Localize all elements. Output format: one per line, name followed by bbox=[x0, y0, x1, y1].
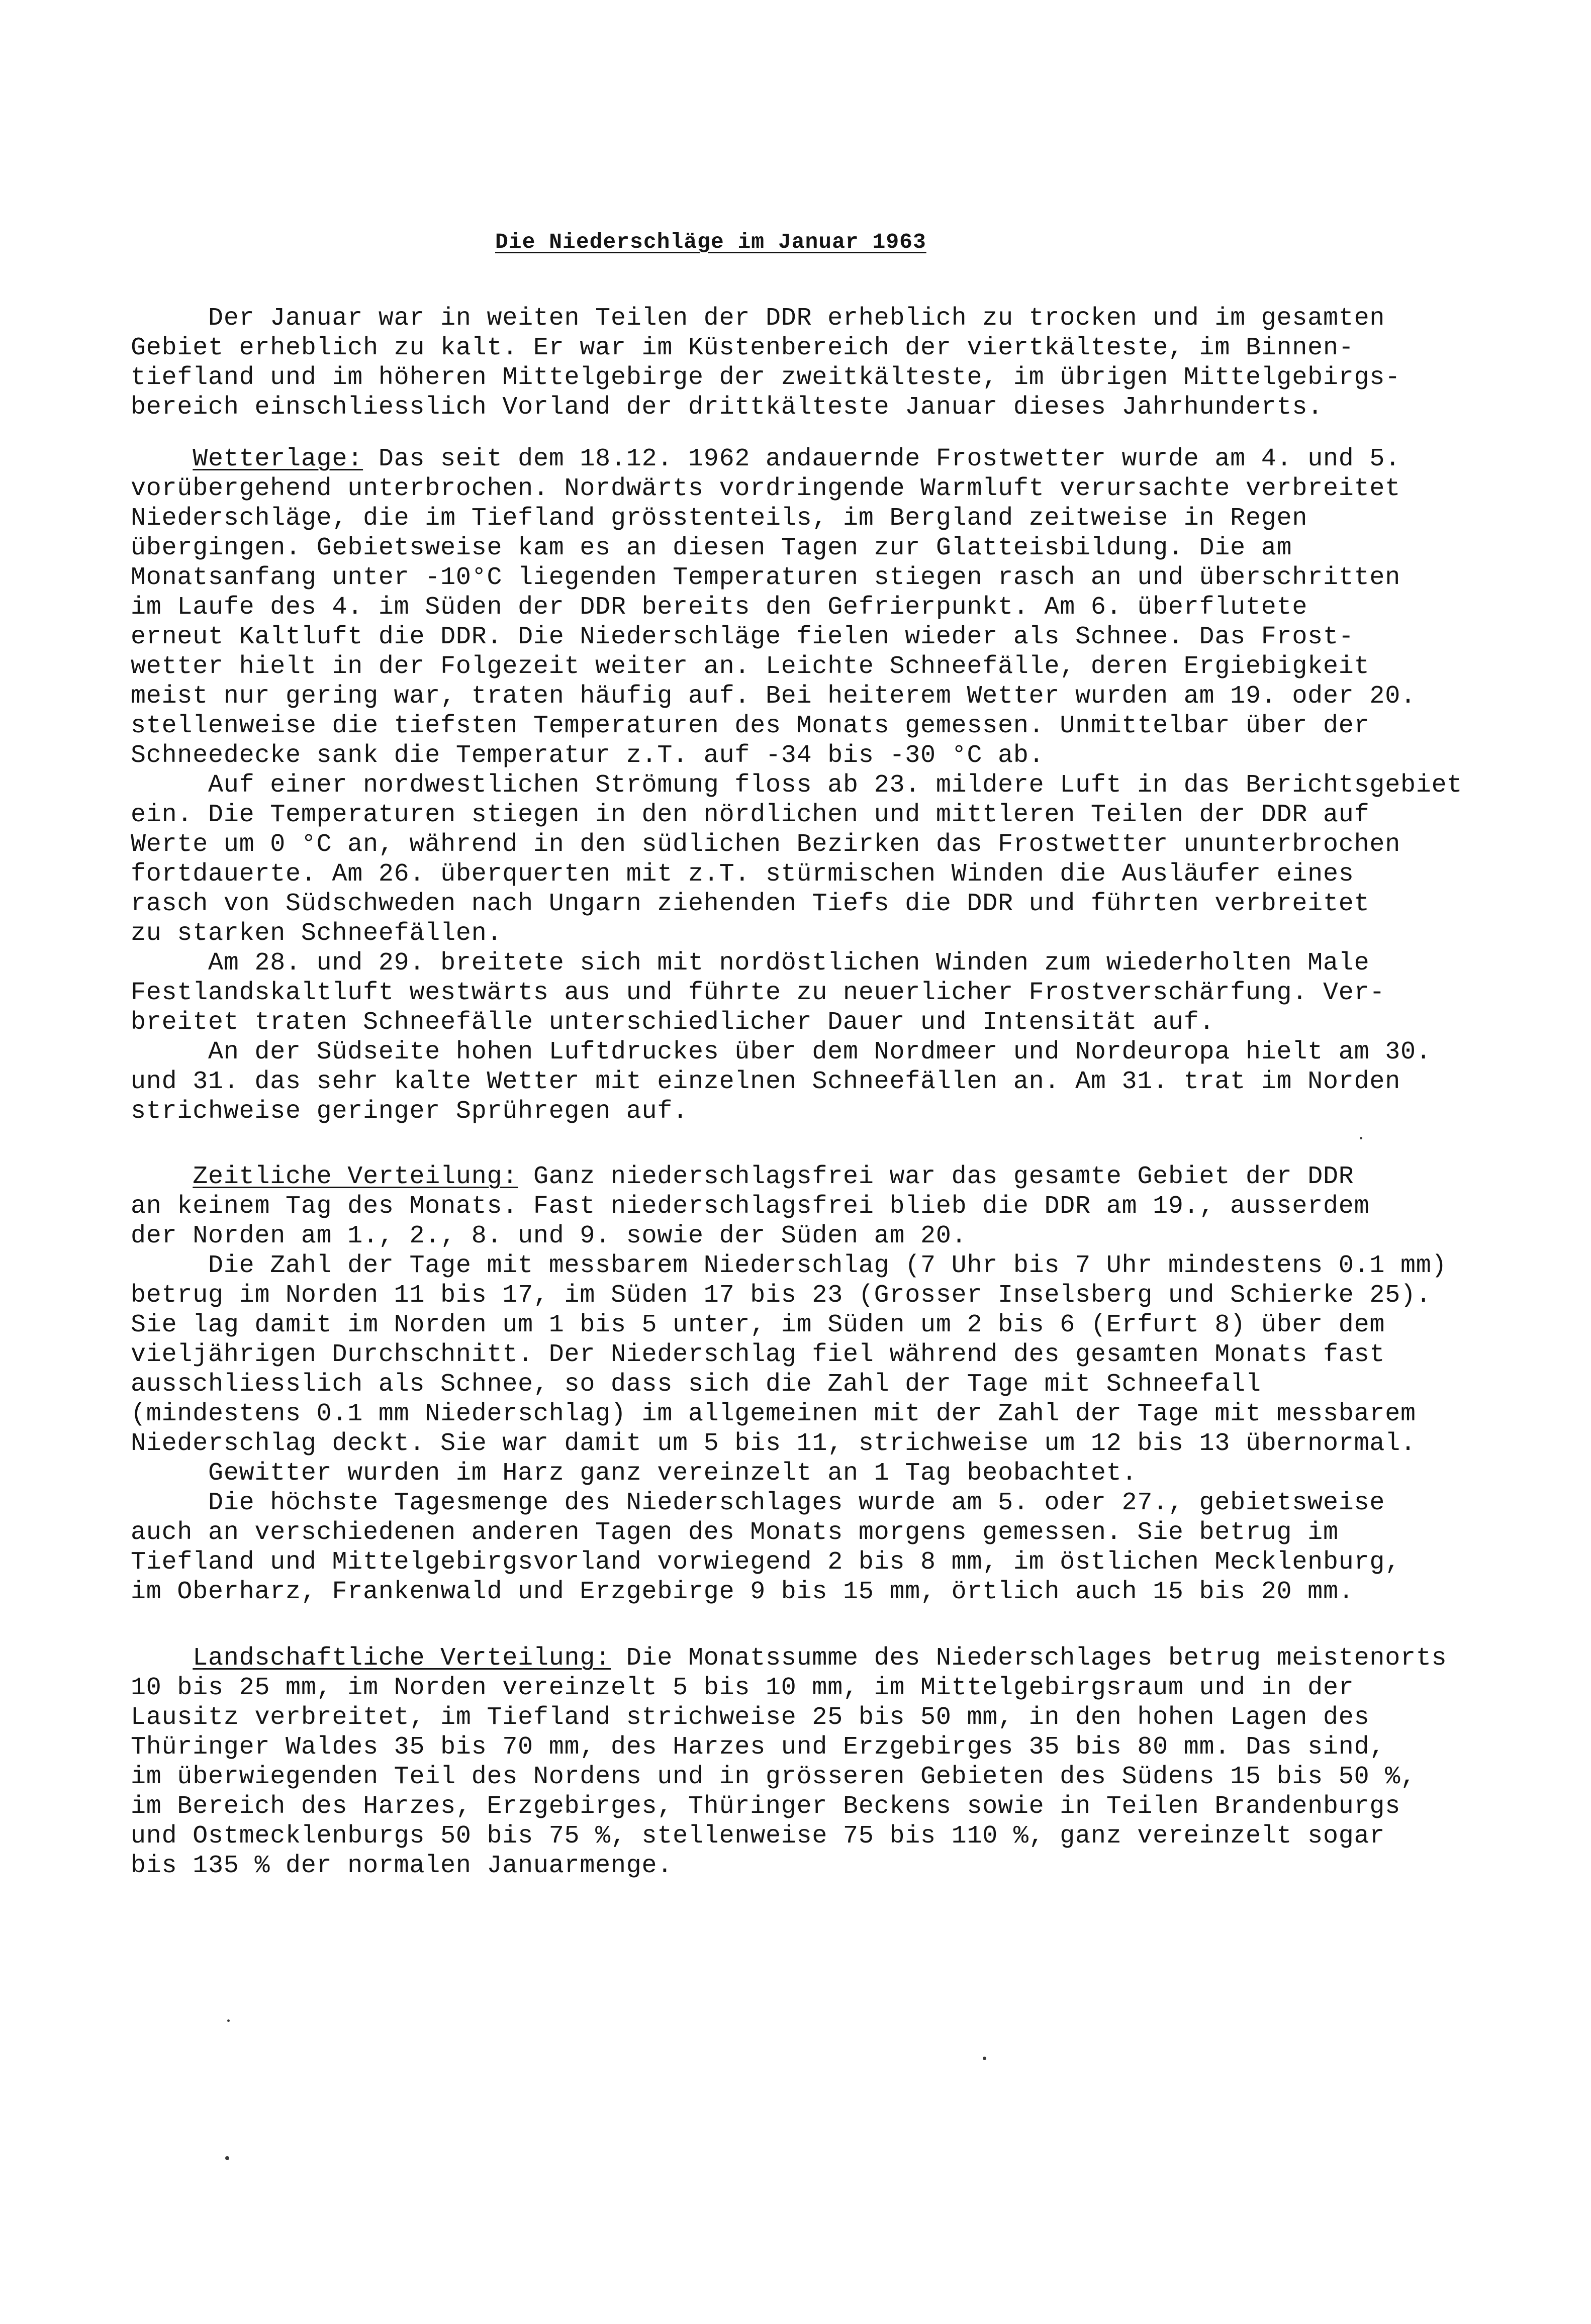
scan-speck bbox=[225, 2156, 229, 2160]
section-first-line-text: Die Monatssumme des Niederschlages betrug meistenorts bbox=[610, 1644, 1447, 1673]
text-line: Auf einer nordwestlichen Strömung floss ab 23. mildere Luft in das Berichtsgebiet bbox=[131, 771, 1463, 800]
text-line: Lausitz verbreitet, im Tiefland strichweise 25 bis 50 mm, in den hohen Lagen des bbox=[131, 1703, 1370, 1732]
text-line: stellenweise die tiefsten Temperaturen des Monats gemessen. Unmittelbar über der bbox=[131, 712, 1370, 740]
section-label: Landschaftliche Verteilung: bbox=[193, 1644, 611, 1673]
text-line: betrug im Norden 11 bis 17, im Süden 17 bis 23 (Grosser Inselsberg und Schierke 25). bbox=[131, 1281, 1432, 1310]
text-line: Schneedecke sank die Temperatur z.T. auf -34 bis -30 °C ab. bbox=[131, 741, 1045, 770]
section-first-line bbox=[131, 1643, 1508, 1673]
text-line: Werte um 0 °C an, während in den südlichen Bezirken das Frostwetter ununterbrochen bbox=[131, 830, 1400, 859]
text-line: ausschliesslich als Schnee, so dass sich die Zahl der Tage mit Schneefall bbox=[131, 1370, 1261, 1399]
text-line: im Laufe des 4. im Süden der DDR bereits den Gefrierpunkt. Am 6. überflutete bbox=[131, 593, 1308, 622]
intro-paragraph bbox=[131, 304, 1508, 422]
text-line: Gebiet erheblich zu kalt. Er war im Küstenbereich der viertkälteste, im Binnen- bbox=[131, 334, 1354, 362]
text-line: zu starken Schneefällen. bbox=[131, 919, 503, 948]
text-line: An der Südseite hohen Luftdruckes über dem Nordmeer und Nordeuropa hielt am 30. bbox=[131, 1038, 1432, 1067]
text-line: Gewitter wurden im Harz ganz vereinzelt an 1 Tag beobachtet. bbox=[131, 1459, 1138, 1488]
text-line: vieljährigen Durchschnitt. Der Niederschlag fiel während des gesamten Monats fast bbox=[131, 1340, 1385, 1369]
text-line: Die Zahl der Tage mit messbarem Niederschlag (7 Uhr bis 7 Uhr mindestens 0.1 mm) bbox=[131, 1251, 1447, 1280]
text-line: rasch von Südschweden nach Ungarn ziehenden Tiefs die DDR und führten verbreitet bbox=[131, 890, 1370, 918]
text-line: bereich einschliesslich Vorland der drittkälteste Januar dieses Jahrhunderts. bbox=[131, 393, 1323, 422]
text-line: im Bereich des Harzes, Erzgebirges, Thüringer Beckens sowie in Teilen Brandenburgs bbox=[131, 1792, 1400, 1821]
scan-speck bbox=[983, 2057, 986, 2060]
text-line: und Ostmecklenburgs 50 bis 75 %, stellenweise 75 bis 110 %, ganz vereinzelt sogar bbox=[131, 1822, 1385, 1851]
text-line: meist nur gering war, traten häufig auf. Bei heiterem Wetter wurden am 19. oder 20. bbox=[131, 682, 1416, 711]
section-label: Wetterlage: bbox=[193, 445, 363, 473]
text-line: im überwiegenden Teil des Nordens und in grösseren Gebieten des Südens 15 bis 50 %, bbox=[131, 1763, 1416, 1791]
text-line: erneut Kaltluft die DDR. Die Niederschläge fielen wieder als Schnee. Das Frost- bbox=[131, 623, 1354, 651]
text-line: Die höchste Tagesmenge des Niederschlages wurde am 5. oder 27., gebietsweise bbox=[131, 1489, 1385, 1517]
text-line: Niederschlag deckt. Sie war damit um 5 bis 11, strichweise um 12 bis 13 übernormal. bbox=[131, 1429, 1416, 1458]
text-line: (mindestens 0.1 mm Niederschlag) im allgemeinen mit der Zahl der Tage mit messbarem bbox=[131, 1400, 1416, 1428]
text-line: Der Januar war in weiten Teilen der DDR erheblich zu trocken und im gesamten bbox=[131, 304, 1385, 333]
text-line: bis 135 % der normalen Januarmenge. bbox=[131, 1852, 673, 1880]
text-line: Thüringer Waldes 35 bis 70 mm, des Harzes und Erzgebirges 35 bis 80 mm. Das sind, bbox=[131, 1733, 1385, 1762]
page-title: Die Niederschläge im Januar 1963 bbox=[495, 230, 926, 254]
text-line: Sie lag damit im Norden um 1 bis 5 unter, im Süden um 2 bis 6 (Erfurt 8) über dem bbox=[131, 1311, 1385, 1339]
text-line: an keinem Tag des Monats. Fast niederschlagsfrei blieb die DDR am 19., ausserdem bbox=[131, 1192, 1370, 1221]
text-line: tiefland und im höheren Mittelgebirge der zweitkälteste, im übrigen Mittelgebirgs- bbox=[131, 363, 1400, 392]
scan-speck bbox=[227, 2019, 230, 2022]
text-line: übergingen. Gebietsweise kam es an diesen Tagen zur Glatteisbildung. Die am bbox=[131, 534, 1292, 562]
text-line: auch an verschiedenen anderen Tagen des Monats morgens gemessen. Sie betrug im bbox=[131, 1518, 1339, 1547]
text-line: Niederschläge, die im Tiefland grösstenteils, im Bergland zeitweise in Regen bbox=[131, 504, 1308, 533]
text-line: Festlandskaltluft westwärts aus und führte zu neuerlicher Frostverschärfung. Ver- bbox=[131, 979, 1385, 1007]
text-line: der Norden am 1., 2., 8. und 9. sowie der Süden am 20. bbox=[131, 1222, 967, 1250]
text-line: im Oberharz, Frankenwald und Erzgebirge 9 bis 15 mm, örtlich auch 15 bis 20 mm. bbox=[131, 1578, 1354, 1606]
section-first-line-text: Das seit dem 18.12. 1962 andauernde Frostwetter wurde am 4. und 5. bbox=[363, 445, 1401, 473]
text-line: ein. Die Temperaturen stiegen in den nördlichen und mittleren Teilen der DDR auf bbox=[131, 801, 1370, 829]
section-label: Zeitliche Verteilung: bbox=[193, 1163, 518, 1191]
text-line: breitet traten Schneefälle unterschiedlicher Dauer und Intensität auf. bbox=[131, 1008, 1215, 1037]
section-first-line-text: Ganz niederschlagsfrei war das gesamte Gebiet der DDR bbox=[518, 1163, 1354, 1191]
section-zeitliche-verteilung bbox=[131, 1162, 1508, 1607]
text-line: 10 bis 25 mm, im Norden vereinzelt 5 bis 10 mm, im Mittelgebirgsraum und in der bbox=[131, 1674, 1354, 1702]
section-first-line bbox=[131, 444, 1508, 474]
section-landschaftliche-verteilung bbox=[131, 1643, 1508, 1881]
text-line: wetter hielt in der Folgezeit weiter an. Leichte Schneefälle, deren Ergiebigkeit bbox=[131, 652, 1370, 681]
scan-speck bbox=[1360, 1137, 1362, 1139]
text-line: vorübergehend unterbrochen. Nordwärts vordringende Warmluft verursachte verbreitet bbox=[131, 474, 1400, 503]
text-line: Am 28. und 29. breitete sich mit nordöstlichen Winden zum wiederholten Male bbox=[131, 949, 1370, 978]
text-line: strichweise geringer Sprühregen auf. bbox=[131, 1097, 688, 1126]
text-line: Monatsanfang unter -10°C liegenden Temperaturen stiegen rasch an und überschritten bbox=[131, 563, 1400, 592]
text-line: Tiefland und Mittelgebirgsvorland vorwiegend 2 bis 8 mm, im östlichen Mecklenburg, bbox=[131, 1548, 1400, 1577]
section-first-line bbox=[131, 1162, 1508, 1192]
text-line: und 31. das sehr kalte Wetter mit einzelnen Schneefällen an. Am 31. trat im Norden bbox=[131, 1068, 1400, 1096]
section-wetterlage bbox=[131, 444, 1508, 1126]
text-line: fortdauerte. Am 26. überquerten mit z.T. stürmischen Winden die Ausläufer eines bbox=[131, 860, 1354, 889]
